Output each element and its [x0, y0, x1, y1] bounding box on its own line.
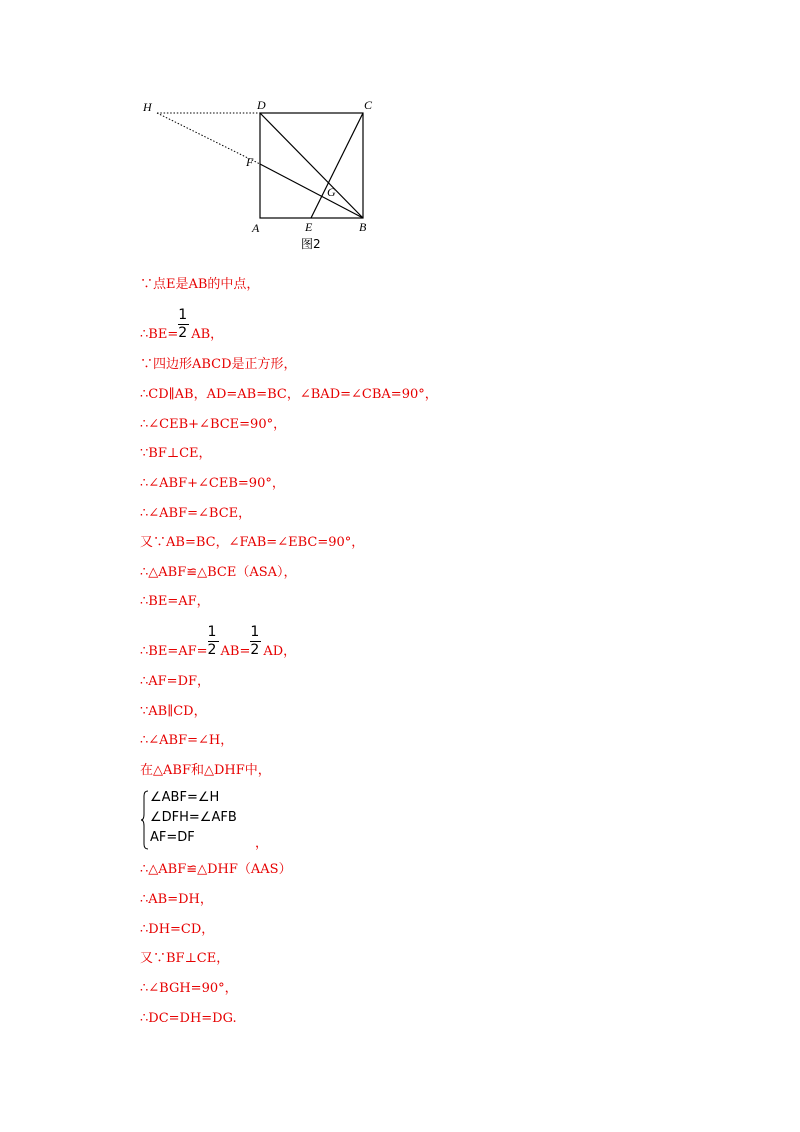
segment-ce — [311, 113, 363, 218]
proof-line-4: ∴CD∥AB，AD=AB=BC，∠BAD=∠CBA=90°， — [140, 387, 438, 402]
label-e: E — [305, 220, 313, 234]
proof-line-19: ∴DH=CD， — [140, 922, 215, 937]
proof-line-16: 在△ABF和△DHF中， — [140, 763, 271, 778]
segment-db — [260, 113, 363, 218]
fraction-half — [178, 307, 191, 343]
proof-line-13: ∴AF=DF， — [140, 674, 211, 689]
fraction-numerator: 1 — [178, 307, 188, 323]
proof-line-12 — [140, 624, 297, 660]
proof-line-15: ∴∠ABF=∠H， — [140, 733, 234, 748]
equation-system — [140, 790, 280, 850]
system-row-1: ∠ABF=∠H — [150, 790, 220, 805]
label-f: F — [246, 155, 254, 169]
system-row-2: ∠DFH=∠AFB — [150, 810, 237, 825]
dotted-hf — [157, 113, 260, 164]
proof-line-10: ∴△ABF≌△BCE（ASA）， — [140, 565, 297, 580]
proof-text: ∴BE=AF= — [140, 644, 208, 659]
proof-line-22: ∴DC=DH=DG. — [140, 1011, 237, 1026]
proof-line-20: 又∵BF⊥CE， — [140, 951, 230, 966]
proof-line-11: ∴BE=AF， — [140, 594, 210, 609]
fraction-numerator: 1 — [250, 624, 260, 640]
label-a: A — [252, 221, 260, 235]
proof-text: AB — [220, 644, 240, 659]
label-b: B — [359, 220, 367, 234]
proof-line-9: 又∵AB=BC，∠FAB=∠EBC=90°， — [140, 535, 365, 550]
fraction-denominator: 2 — [250, 642, 260, 658]
fraction-denominator: 2 — [178, 325, 188, 341]
proof-line-6: ∵BF⊥CE， — [140, 446, 212, 461]
proof-line-8: ∴∠ABF=∠BCE， — [140, 506, 252, 521]
figure-caption: 图2 — [301, 237, 321, 251]
proof-line-5: ∴∠CEB+∠BCE=90°， — [140, 417, 287, 432]
proof-line-3: ∵四边形ABCD是正方形， — [140, 357, 297, 372]
label-g: G — [327, 185, 336, 199]
label-h: H — [143, 100, 152, 114]
proof-text: ∴BE= — [140, 327, 179, 342]
proof-line-2 — [140, 307, 224, 343]
label-c: C — [364, 98, 373, 112]
label-d: D — [257, 98, 266, 112]
left-brace-icon — [140, 790, 150, 850]
proof-line-7: ∴∠ABF+∠CEB=90°， — [140, 476, 285, 491]
proof-line-18: ∴AB=DH， — [140, 892, 213, 907]
fraction-half — [207, 624, 221, 660]
system-tail: ， — [255, 836, 269, 851]
fraction-numerator: 1 — [207, 624, 217, 640]
proof-text: = — [239, 644, 251, 659]
proof-text: AB， — [191, 327, 224, 342]
fraction-denominator: 2 — [207, 642, 217, 658]
proof-text: AD， — [263, 644, 297, 659]
proof-line-14: ∵AB∥CD， — [140, 704, 207, 719]
geometry-figure — [135, 92, 385, 257]
proof-line-1: ∵点E是AB的中点， — [140, 277, 260, 292]
system-row-3: AF=DF — [150, 830, 195, 845]
fraction-half — [250, 624, 263, 660]
proof-line-17: ∴△ABF≌△DHF（AAS） — [140, 862, 292, 877]
segment-fb — [260, 164, 363, 218]
proof-line-21: ∴∠BGH=90°， — [140, 981, 238, 996]
